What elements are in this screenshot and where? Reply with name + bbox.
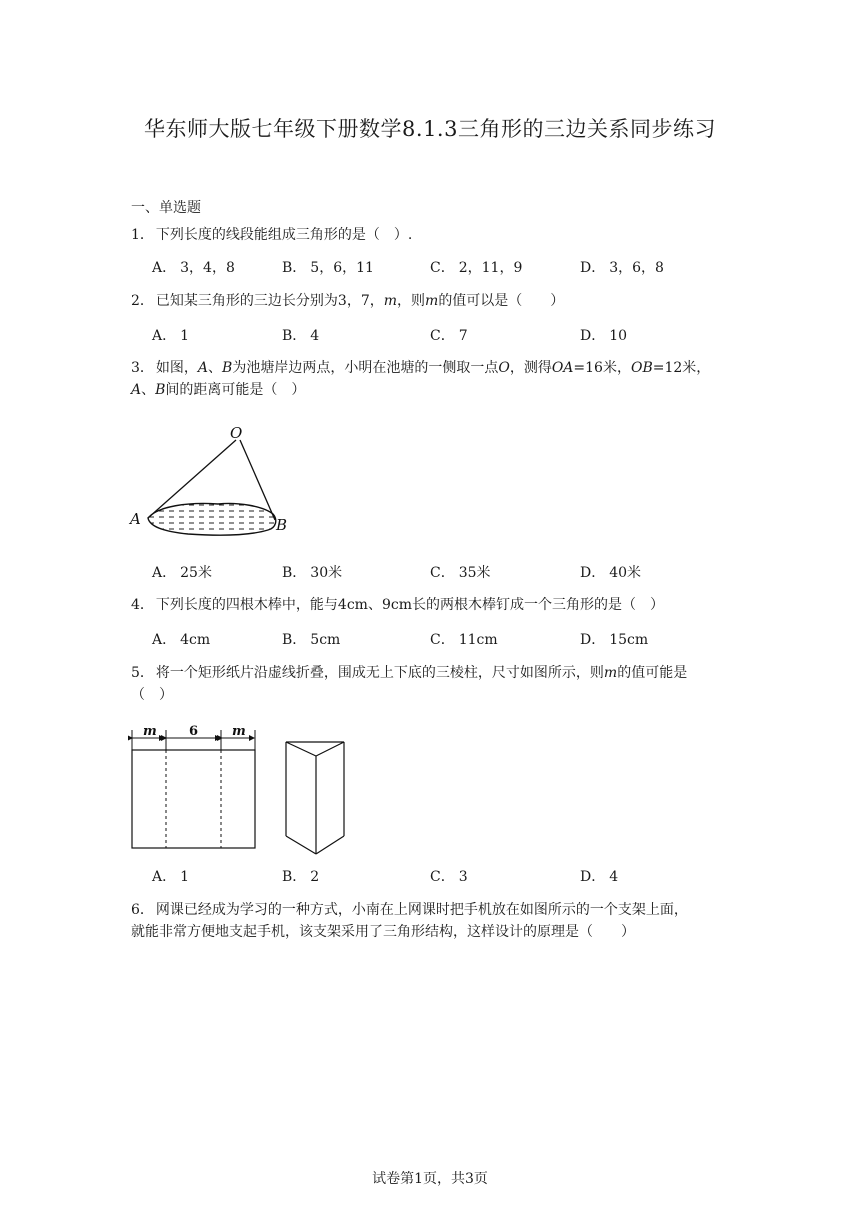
paper-fold-figure [128,724,268,854]
option-a: A． 1 [152,869,190,885]
option-b: B． 5，6，11 [282,260,374,276]
question-5-stem: 5． 将一个矩形纸片沿虚线折叠，围成无上下底的三棱柱，尺寸如图所示，则m的值可能是 （ ） [131,665,688,703]
option-c: C． 11cm [430,632,498,648]
option-c: C． 7 [430,328,468,344]
section-heading: 一、单选题 [131,200,201,216]
label-six: 6 [189,724,199,739]
question-number: 5． [131,665,154,681]
question-number: 6． [131,902,154,918]
label-a: A [130,510,141,528]
option-d: D． 15cm [580,632,649,648]
option-a: A． 25米 [152,565,212,581]
option-b: B． 2 [282,869,320,885]
option-d: D． 4 [580,869,619,885]
question-1-stem [131,224,736,246]
question-3-stem: 3． 如图，A、B为池塘岸边两点，小明在池塘的一侧取一点O，测得OA=16米，OB=12米， A、B间的距离可能是（ ） [131,360,711,398]
label-m-left: m [143,724,157,739]
option-d: D． 10 [580,328,628,344]
question-number: 2． [131,293,154,309]
option-b: B． 30米 [282,565,343,581]
page-title: 华东师大版七年级下册数学8.1.3三角形的三边关系同步练习 [144,117,716,141]
question-number: 4． [131,597,154,613]
question-2-options [152,325,752,347]
pond-figure [128,424,308,544]
label-o: O [230,424,243,442]
question-2-stem: 2． 已知某三角形的三边长分别为3，7，m，则m的值可以是（ ） [131,293,565,309]
option-a: A． 3，4，8 [152,260,235,276]
option-c: C． 35米 [430,565,491,581]
question-6-stem: 6． 网课已经成为学习的一种方式，小南在上网课时把手机放在如图所示的一个支架上面， 就能非常方便地支起手机，该支架采用了三角形结构，这样设计的原理是（ ） [131,902,688,940]
question-1-options [152,257,752,279]
variable-m: m [425,293,439,309]
page-footer: 试卷第1页，共3页 [372,1171,488,1187]
option-b: B． 4 [282,328,320,344]
option-c: C． 2，11，9 [430,260,523,276]
question-3-options [152,562,752,584]
question-5-options [152,866,752,888]
label-m-right: m [232,724,246,739]
question-number: 1． [131,227,154,243]
option-d: D． 3，6，8 [580,260,664,276]
pond-shape [148,503,276,535]
option-a: A． 1 [152,328,190,344]
option-d: D． 40米 [580,565,642,581]
question-4-stem: 4． 下列长度的四根木棒中，能与4cm、9cm长的两根木棒钉成一个三角形的是（ ） [131,597,664,613]
question-number: 3． [131,360,154,376]
variable-m: m [383,293,398,309]
label-b: B [276,516,288,534]
prism-figure [280,736,350,860]
option-a: A． 4cm [152,632,211,648]
paper-rectangle [132,750,255,848]
question-text: 下列长度的线段能组成三角形的是（ ）. [155,227,413,243]
question-4-options [152,629,752,651]
option-c: C． 3 [430,869,468,885]
option-b: B． 5cm [282,632,341,648]
